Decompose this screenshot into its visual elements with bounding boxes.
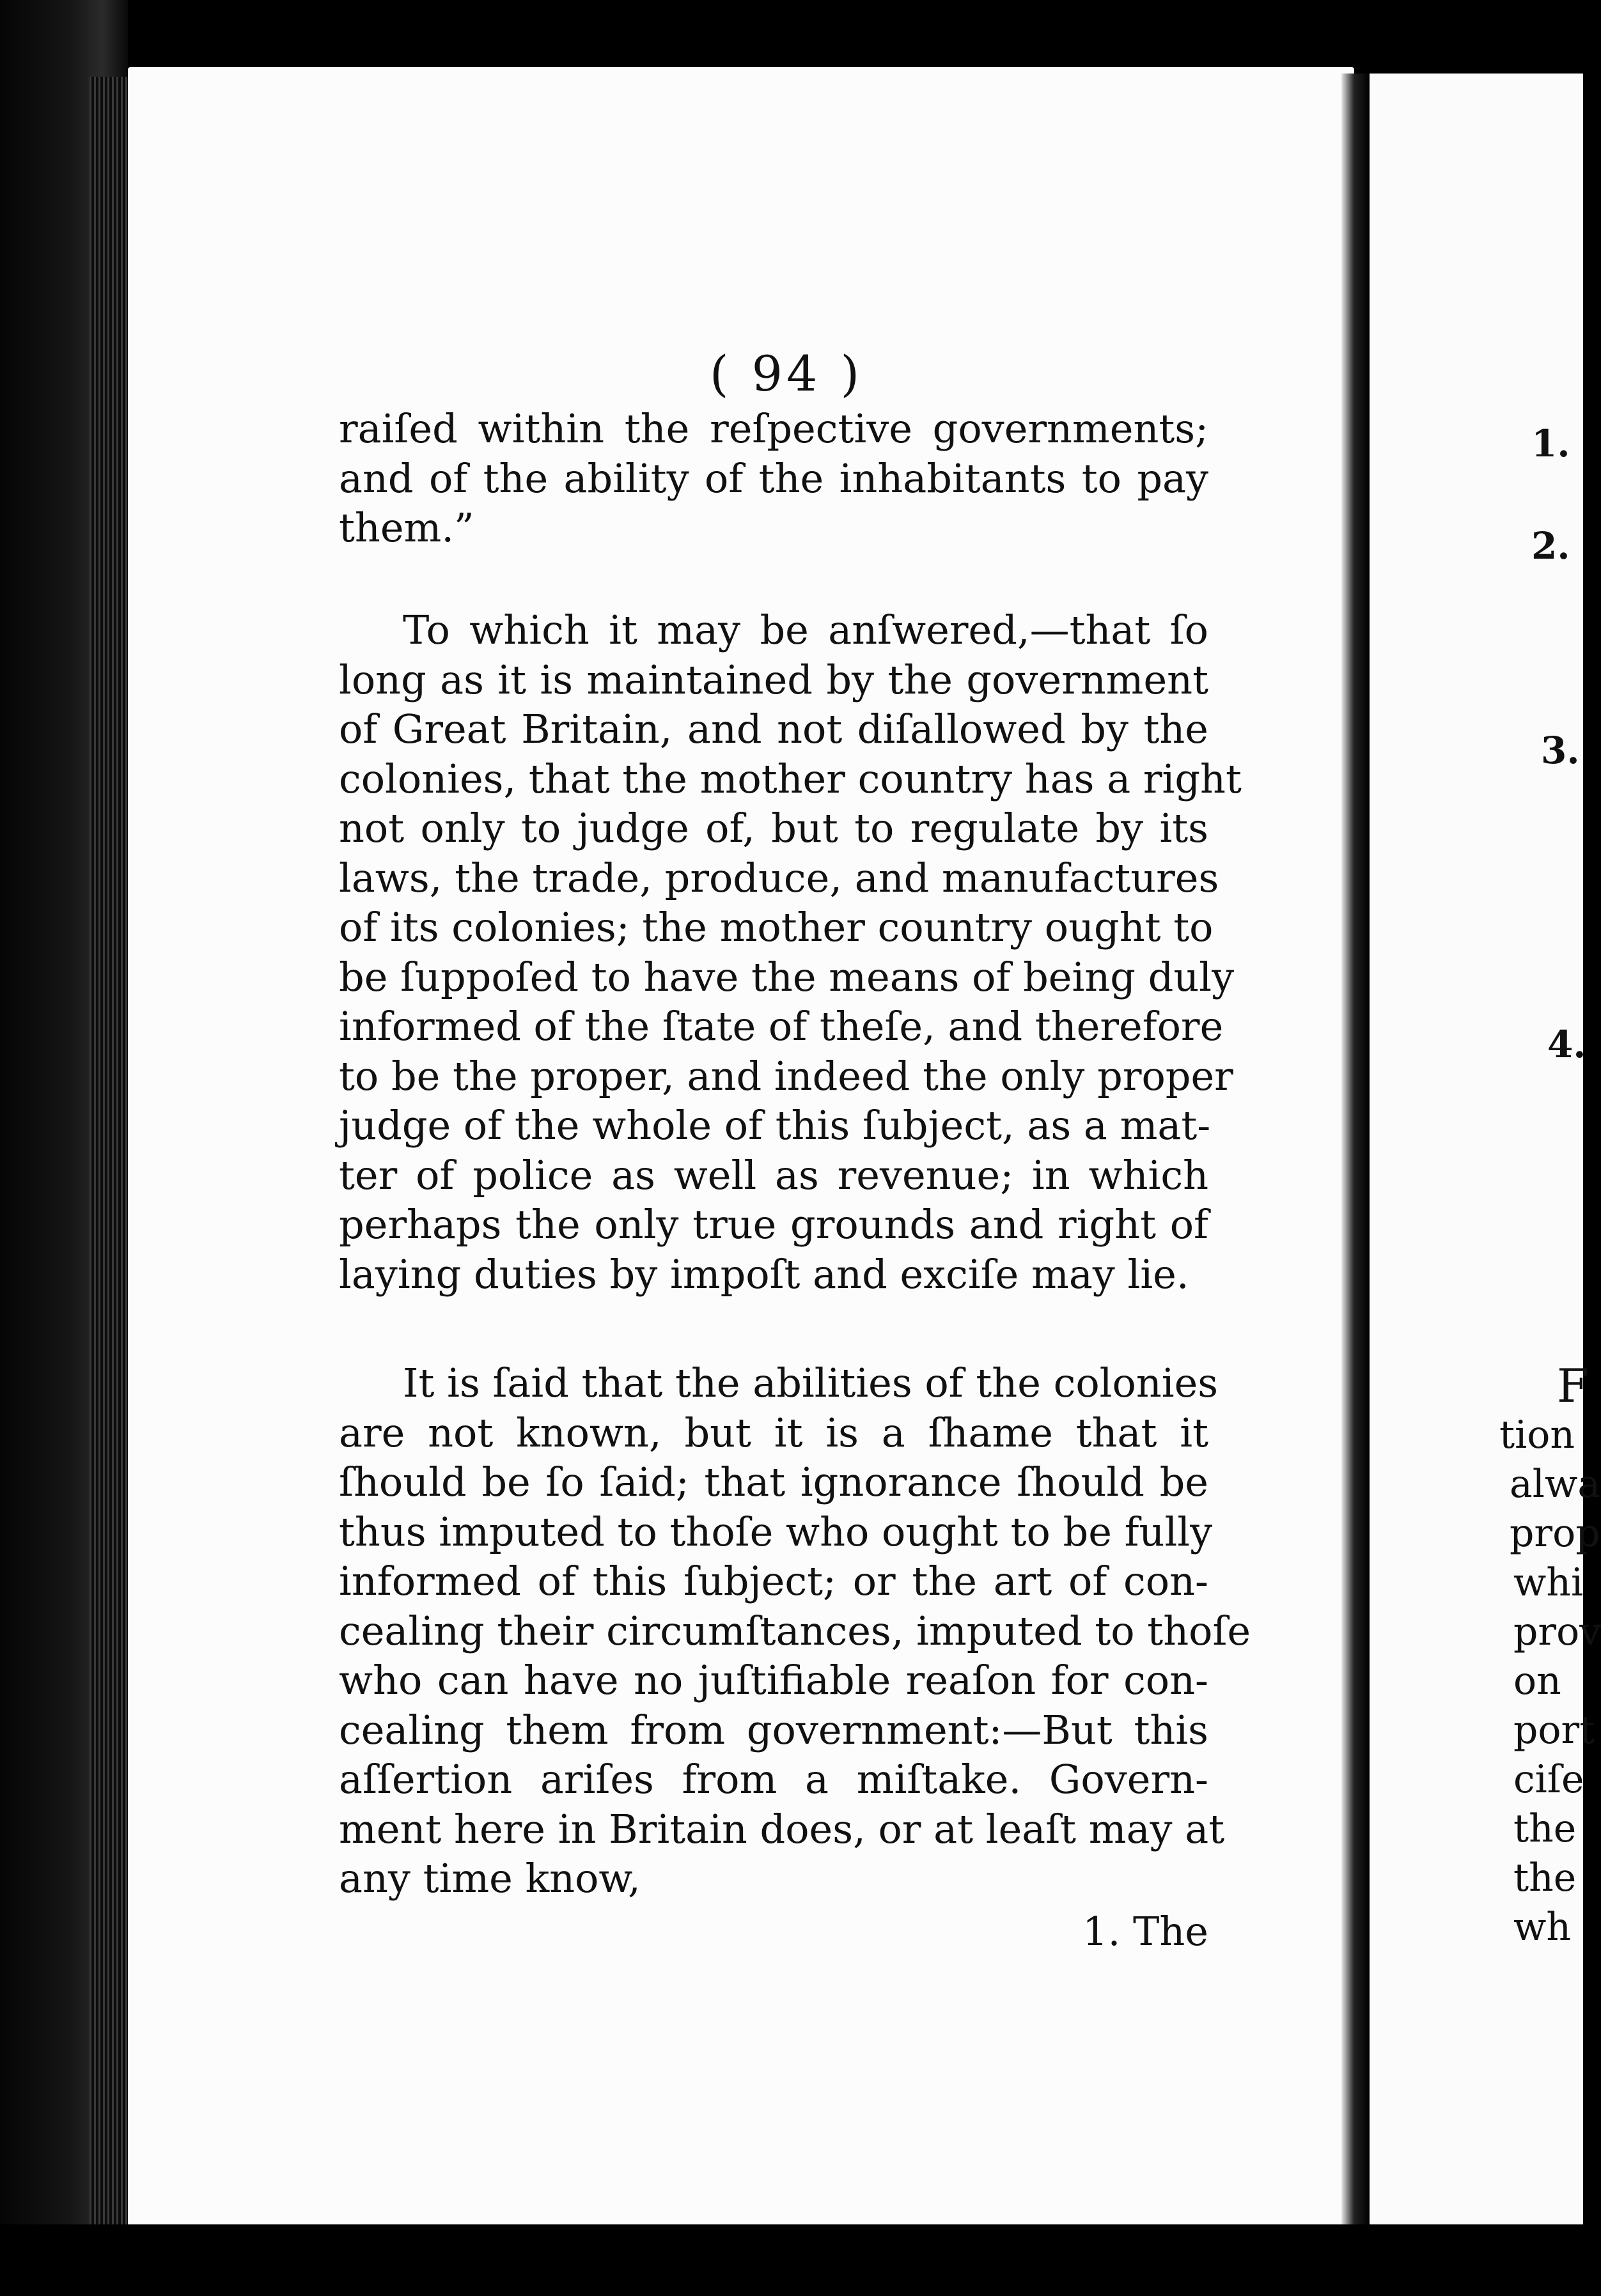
text-line: be ſuppoſed to have the means of being duly — [339, 953, 1235, 1000]
paragraph-1 — [339, 404, 1208, 553]
text-line: laws, the trade, produce, and manufactures — [339, 854, 1219, 901]
facing-fragment: ciſe — [1513, 1757, 1584, 1802]
text-line: ment here in Britain does, or at leaſt may at — [339, 1805, 1225, 1852]
catchword: 1. The — [1082, 1908, 1208, 1955]
facing-fragment: tion — [1499, 1413, 1575, 1457]
facing-fragment: F — [1557, 1359, 1589, 1413]
text-line: informed of this ſubject; or the art of con- — [339, 1558, 1208, 1604]
text-line: ſhould be ſo ſaid; that ignorance ſhould be — [339, 1459, 1208, 1505]
text-line: who can have no juſtifiable reaſon for con- — [339, 1657, 1208, 1703]
text-line: to be the proper, and indeed the only proper — [339, 1052, 1233, 1099]
facing-marker: 2. — [1531, 524, 1570, 568]
text-line: aſſertion ariſes from a miſtake. Govern- — [339, 1756, 1208, 1803]
facing-fragment: prov — [1513, 1610, 1601, 1654]
facing-fragment: alwa — [1510, 1462, 1601, 1507]
facing-marker: 1. — [1531, 422, 1570, 465]
text-line: It is ſaid that the abilities of the colonies — [403, 1360, 1219, 1406]
facing-text-fragments — [1499, 1359, 1601, 1952]
facing-fragment: whi — [1513, 1560, 1584, 1605]
page-edges — [90, 77, 128, 2237]
text-line: To which it may be anſwered,—that ſo — [403, 607, 1208, 653]
page-number: ( 94 ) — [709, 345, 864, 402]
text-line: judge of the whole of this ſubject, as a mat- — [339, 1102, 1211, 1149]
text-line: cealing them from government:—But this — [339, 1706, 1208, 1753]
facing-marker: 3. — [1541, 729, 1580, 772]
text-line: not only to judge of, but to regulate by its — [339, 805, 1208, 851]
text-line: colonies, that the mother country has a right — [339, 755, 1242, 802]
text-line: perhaps the only true grounds and right of — [339, 1201, 1208, 1248]
text-line: and of the ability of the inhabitants to pay — [339, 454, 1208, 502]
text-line: them.” — [339, 504, 474, 551]
gutter-shadow — [1341, 74, 1370, 2228]
text-line: cealing their circumſtances, imputed to thoſe — [339, 1607, 1251, 1654]
paragraph-2 — [339, 605, 1242, 1299]
facing-fragment: on — [1513, 1659, 1561, 1703]
facing-fragment: port — [1513, 1708, 1595, 1753]
scan-border — [0, 2224, 1583, 2296]
text-line: informed of the ſtate of theſe, and therefore — [339, 1003, 1224, 1050]
text-line: thus imputed to thoſe who ought to be fully — [339, 1508, 1213, 1555]
text-line: laying duties by impoſt and exciſe may lie. — [339, 1250, 1189, 1298]
text-line: long as it is maintained by the government — [339, 656, 1208, 703]
text-line: ter of police as well as revenue; in which — [339, 1151, 1208, 1198]
facing-fragment: prop — [1510, 1511, 1600, 1556]
facing-fragment: the — [1513, 1856, 1577, 1900]
text-line: are not known, but it is a ſhame that it — [339, 1409, 1208, 1456]
facing-fragment: the — [1513, 1806, 1577, 1851]
facing-marker: 4. — [1547, 1023, 1586, 1066]
facing-fragment: wh — [1513, 1905, 1571, 1950]
text-line: raiſed within the reſpective governments; — [339, 405, 1208, 452]
text-line: any time know, — [339, 1855, 641, 1902]
paragraph-3 — [339, 1358, 1251, 1904]
text-line: of Great Britain, and not diſallowed by the — [339, 706, 1208, 752]
text-line: of its colonies; the mother country ought to — [339, 904, 1214, 950]
